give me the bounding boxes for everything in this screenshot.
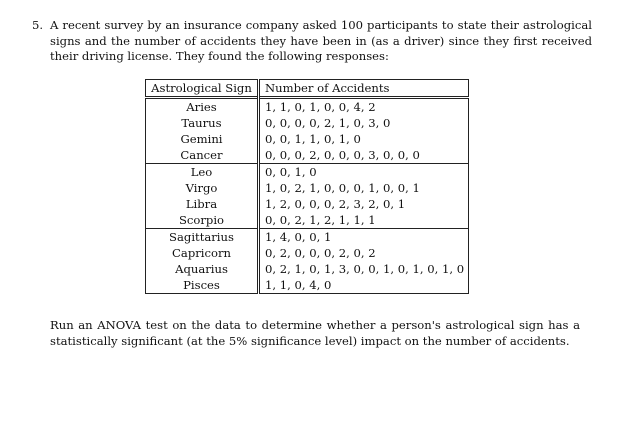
row-sign: Leo [146,164,259,181]
row-sign: Sagittarius [146,229,259,246]
row-sign: Capricorn [146,245,259,261]
problem-followup: Run an ANOVA test on the data to determine whether a person's astrological sign has a statistically significant (at the 5% significance level) impact on the number of accidents. [50,318,580,348]
row-accidents: 1, 1, 0, 1, 0, 0, 4, 2 [259,98,469,116]
table-row [146,180,469,196]
table-row [146,131,469,147]
row-sign: Taurus [146,115,259,131]
table-row [146,245,469,261]
row-sign: Libra [146,196,259,212]
row-accidents: 0, 2, 0, 0, 0, 2, 0, 2 [259,245,469,261]
row-accidents: 0, 0, 0, 0, 2, 1, 0, 3, 0 [259,115,469,131]
header-astrological-sign: Astrological Sign [146,80,259,98]
header-number-of-accidents: Number of Accidents [259,80,469,98]
table-row [146,98,469,116]
table-row [146,229,469,246]
table-row [146,147,469,164]
row-accidents: 0, 0, 0, 2, 0, 0, 0, 3, 0, 0, 0 [259,147,469,164]
row-accidents: 0, 0, 1, 1, 0, 1, 0 [259,131,469,147]
row-sign: Pisces [146,277,259,294]
row-sign: Scorpio [146,212,259,229]
table-row [146,277,469,294]
row-sign: Aries [146,98,259,116]
row-accidents: 0, 0, 1, 0 [259,164,469,181]
table-header-row [146,80,469,98]
row-sign: Aquarius [146,261,259,277]
table-row [146,196,469,212]
problem-statement [32,18,592,65]
row-sign: Virgo [146,180,259,196]
row-accidents: 0, 2, 1, 0, 1, 3, 0, 0, 1, 0, 1, 0, 1, 0 [259,261,469,277]
row-accidents: 1, 1, 0, 4, 0 [259,277,469,294]
table-row [146,164,469,181]
row-accidents: 0, 0, 2, 1, 2, 1, 1, 1 [259,212,469,229]
table-row [146,261,469,277]
accidents-table [145,79,469,294]
row-accidents: 1, 0, 2, 1, 0, 0, 0, 1, 0, 0, 1 [259,180,469,196]
table-row [146,115,469,131]
problem-number: 5. [32,18,44,32]
row-accidents: 1, 4, 0, 0, 1 [259,229,469,246]
row-sign: Gemini [146,131,259,147]
problem-prompt [32,18,592,65]
table-row [146,212,469,229]
row-sign: Cancer [146,147,259,164]
accidents-table-container [145,79,469,294]
problem-prompt-text: A recent survey by an insurance company asked 100 participants to state their astrological signs and the number of accidents they have been in (as a driver) since they first received their driving license. They found the following responses: [50,18,592,63]
row-accidents: 1, 2, 0, 0, 0, 2, 3, 2, 0, 1 [259,196,469,212]
